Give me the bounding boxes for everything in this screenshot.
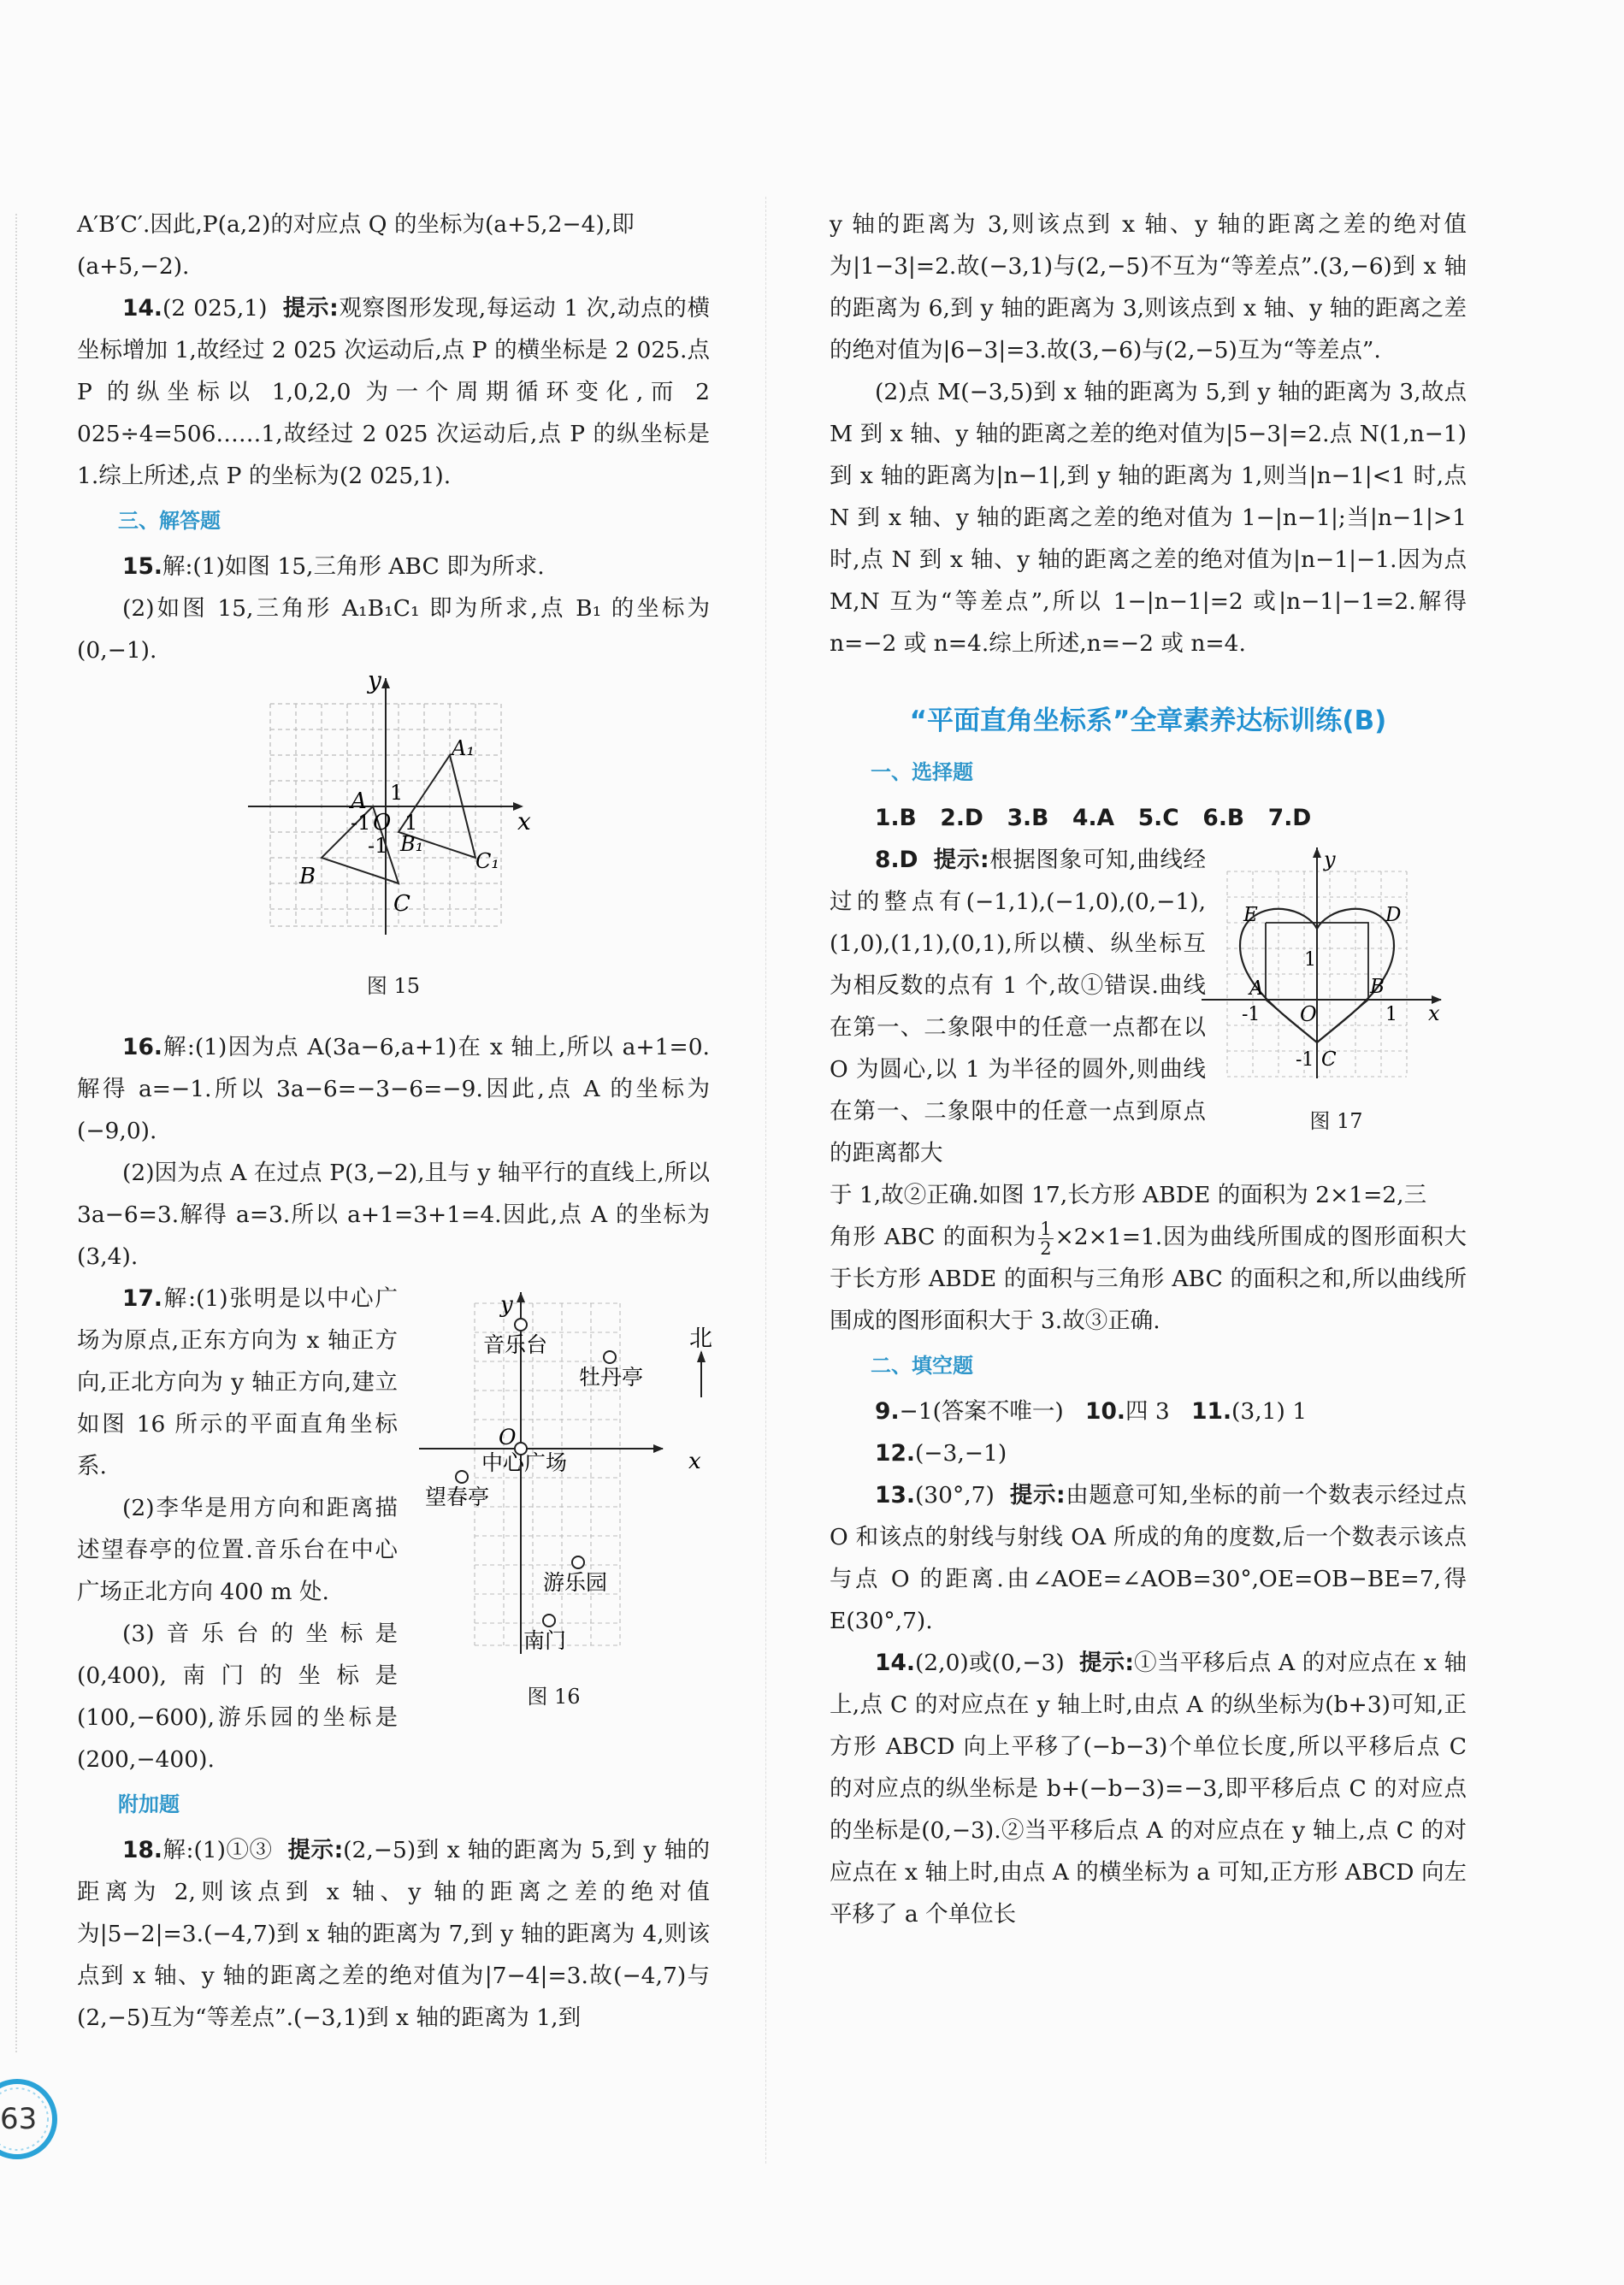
- figure-15: [77, 666, 710, 960]
- answer: 解:(1)①③: [162, 1837, 273, 1863]
- text-paragraph: [830, 1216, 1467, 1342]
- hint-text: 观察图形发现,每运动 1 次,动点的横坐标增加 1,故经过 2 025 次运动后,点 P 的横坐标是 2 025.点 P 的纵坐标以 1,0,2,0 为一个周期循环变化,而 2 025÷4=506……1,故经过 2 025 次运动后,点 P 的纵坐标是 1.综上所述,点 P 的坐标为(2 025,1).: [77, 295, 710, 489]
- denominator: 2: [1040, 1237, 1052, 1259]
- axis-label: x: [688, 1449, 701, 1474]
- fill-answer-12: [830, 1432, 1467, 1474]
- answer: (30°,7): [914, 1482, 995, 1509]
- question-8: [830, 839, 1206, 1174]
- question-number: 13.: [875, 1482, 915, 1509]
- answer: (2,0)或(0,−3): [914, 1650, 1065, 1676]
- tick-label: -1: [1296, 1049, 1314, 1071]
- hint-label: 提示:: [282, 295, 339, 322]
- figure-16: [398, 1278, 710, 1680]
- location-label: 望春亭: [425, 1485, 490, 1509]
- question-number: 16.: [122, 1034, 162, 1060]
- point-label: A: [351, 788, 367, 814]
- numerator: 1: [1040, 1218, 1052, 1239]
- hint-label: 提示:: [1009, 1482, 1066, 1509]
- solution-text: (2)如图 15,三角形 A₁B₁C₁ 即为所求,点 B₁ 的坐标为(0,−1).: [77, 595, 710, 664]
- solution-text: (3)音乐台的坐标是(0,400),南门的坐标是(100,−600),游乐园的坐标是(200,−400).: [77, 1621, 398, 1773]
- question-number: 14.: [122, 295, 162, 322]
- section-heading: 附加题: [118, 1792, 180, 1816]
- left-margin-dots: [15, 214, 17, 2052]
- origin-label: O: [499, 1425, 517, 1450]
- question-number: 15.: [122, 553, 162, 580]
- question-18: [77, 1829, 710, 2039]
- page-number: 63: [0, 2102, 38, 2136]
- text-line: (a+5,−2).: [77, 253, 190, 280]
- point-label: A: [1249, 977, 1264, 1000]
- point-label: B: [299, 864, 316, 889]
- question-16: [77, 1026, 710, 1152]
- left-column: [77, 204, 710, 2039]
- text-span: ×2×1=1.因为曲线所围成的图形面积大于长方形 ABDE 的面积与三角形 ABC 的面积之和,所以曲线所围成的图形面积大于 3.故③正确.: [830, 1224, 1467, 1334]
- location-label: 南门: [523, 1628, 567, 1653]
- hint-label: 提示:: [933, 847, 989, 873]
- answer: (3,1) 1: [1231, 1398, 1308, 1425]
- location-label: 音乐台: [483, 1332, 548, 1357]
- axis-label: y: [368, 666, 381, 694]
- axis-label: y: [500, 1292, 513, 1318]
- choice-answer: 2.D: [940, 805, 983, 831]
- section-heading: 二、填空题: [871, 1354, 973, 1378]
- text-span: 角形 ABC 的面积为: [830, 1224, 1037, 1250]
- text-line: A′B′C′.因此,P(a,2)的对应点 Q 的坐标为(a+5,2−4),即: [77, 211, 635, 238]
- answer: (−3,−1): [914, 1440, 1007, 1467]
- tick-label: 1: [1304, 949, 1316, 971]
- location-label: 中心广场: [481, 1450, 568, 1475]
- question-number: 9.: [875, 1398, 900, 1425]
- solution-text: 解:(1)如图 15,三角形 ABC 即为所求.: [162, 553, 545, 580]
- question-number: 10.: [1085, 1398, 1125, 1425]
- tick-label: -1: [368, 834, 388, 858]
- question-17-block: [77, 1278, 710, 1780]
- figure-caption: 图 15: [366, 974, 421, 998]
- origin-label: O: [1300, 1002, 1317, 1026]
- chapter-title: “平面直角坐标系”全章素养达标训练(B): [909, 706, 1387, 736]
- point-label: B₁: [400, 832, 424, 856]
- answer: −1(答案不唯一): [899, 1398, 1064, 1425]
- column-separator: [765, 197, 766, 2164]
- choice-answer: 5.C: [1137, 805, 1179, 831]
- choice-answer: 3.B: [1007, 805, 1049, 831]
- question-number: 8.D: [875, 847, 918, 873]
- question-15: [77, 546, 710, 587]
- hint-label: 提示:: [287, 1837, 344, 1863]
- origin-label: O: [373, 810, 392, 835]
- location-label: 牡丹亭: [579, 1365, 644, 1390]
- tick-label: 1: [405, 811, 418, 835]
- fraction: [1038, 1219, 1053, 1258]
- point-label: E: [1243, 904, 1258, 926]
- hint-text: (2,−5)到 x 轴的距离为 5,到 y 轴的距离为 2,则该点到 x 轴、y 轴的距离之差的绝对值为|5−2|=3.(−4,7)到 x 轴的距离为 7,到 y 轴的距离为 4,则该点到 x 轴、y 轴的距离之差的绝对值为|7−4|=3.故(−4,7)与(2,−5)互为“等差点”.(−3,1)到 x 轴的距离为 1,到: [77, 1837, 710, 2031]
- figure-caption: 图 17: [1309, 1109, 1363, 1133]
- hint-text: 根据图象可知,曲线经过的整点有(−1,1),(−1,0),(0,−1),(1,0),(1,1),(0,1),所以横、纵坐标互为相反数的点有 1 个,故①错误.曲线在第一、二象限中的任意一点都在以 O 为圆心,以 1 为半径的圆外,则曲线在第一、二象限中的任意一点到原点的距离都大: [830, 847, 1206, 1166]
- figure-17: [1206, 839, 1467, 1095]
- axis-label: x: [517, 807, 531, 835]
- text-paragraph: y 轴的距离为 3,则该点到 x 轴、y 轴的距离之差的绝对值为|1−3|=2.故(−3,1)与(2,−5)不互为“等差点”.(3,−6)到 x 轴的距离为 6,到 y 轴的距离为 3,则该点到 x 轴、y 轴的距离之差的绝对值为|6−3|=3.故(3,−6)与(2,−5)互为“等差点”.: [830, 211, 1467, 363]
- answer: 四 3: [1125, 1398, 1170, 1425]
- point-label: C: [393, 891, 410, 917]
- question-number: 18.: [122, 1837, 162, 1863]
- answer: (2 025,1): [162, 295, 268, 322]
- point-label: D: [1385, 904, 1402, 926]
- direction-label: 北: [689, 1326, 712, 1352]
- point-label: C: [1321, 1048, 1337, 1071]
- question-number: 17.: [122, 1285, 162, 1312]
- text-paragraph: (2)点 M(−3,5)到 x 轴的距离为 5,到 y 轴的距离为 3,故点 M 到 x 轴、y 轴的距离之差的绝对值为|5−3|=2.点 N(1,n−1)到 x 轴的距离为|n−1|,到 y 轴的距离为 1,则当|n−1|<1 时,点 N 到 x 轴、y 轴的距离之差的绝对值为 1−|n−1|;当|n−1|>1 时,点 N 到 x 轴、y 轴的距离之差的绝对值为|n−1|−1.因为点 M,N 互为“等差点”,所以 1−|n−1|=2 或|n−1|−1=2.解得 n=−2 或 n=4.综上所述,n=−2 或 n=4.: [830, 379, 1467, 657]
- question-17: [77, 1278, 398, 1487]
- fill-answers: [830, 1390, 1467, 1432]
- point-label: B: [1370, 976, 1385, 998]
- question-8-block: [830, 839, 1467, 1174]
- question-14: [77, 287, 710, 497]
- point-label: A₁: [452, 736, 475, 760]
- question-13: [830, 1474, 1467, 1642]
- point-label: C₁: [475, 849, 499, 873]
- right-column: [830, 204, 1467, 1935]
- solution-text: (2)李华是用方向和距离描述望春亭的位置.音乐台在中心广场正北方向 400 m 处.: [77, 1495, 398, 1605]
- question-number: 11.: [1191, 1398, 1232, 1425]
- section-heading: 一、选择题: [871, 760, 973, 784]
- tick-label: 1: [390, 781, 404, 805]
- question-number: 12.: [875, 1440, 915, 1467]
- question-number: 14.: [875, 1650, 915, 1676]
- hint-text: 由题意可知,坐标的前一个数表示经过点 O 和该点的射线与射线 OA 所成的角的度数,后一个数表示该点与点 O 的距离.由∠AOE=∠AOB=30°,OE=OB−BE=7,得 E(30°,7).: [830, 1482, 1467, 1634]
- hint-text: ①当平移后点 A 的对应点在 x 轴上,点 C 的对应点在 y 轴上时,由点 A 的纵坐标为(b+3)可知,正方形 ABCD 向上平移了(−b−3)个单位长度,所以平移后点 C 的对应点的纵坐标是 b+(−b−3)=−3,即平移后点 C 的对应点的坐标是(0,−3).②当平移后点 A 的对应点在 y 轴上,点 C 的对应点在 x 轴上时,由点 A 的横坐标为 a 可知,正方形 ABCD 向左平移了 a 个单位长: [830, 1650, 1467, 1928]
- solution-text: 解:(1)因为点 A(3a−6,a+1)在 x 轴上,所以 a+1=0.解得 a=−1.所以 3a−6=−3−6=−9.因此,点 A 的坐标为(−9,0).: [77, 1034, 710, 1144]
- axis-label: x: [1428, 1001, 1440, 1025]
- axis-label: y: [1324, 847, 1336, 871]
- choice-answers: [830, 797, 1467, 839]
- choice-answer: 6.B: [1202, 805, 1245, 831]
- choice-answer: 7.D: [1267, 805, 1312, 831]
- question-14: [830, 1642, 1467, 1935]
- hint-label: 提示:: [1078, 1650, 1134, 1676]
- figure-caption: 图 16: [527, 1685, 581, 1709]
- choice-answer: 4.A: [1072, 805, 1115, 831]
- tick-label: -1: [1242, 1004, 1261, 1025]
- choice-answer: 1.B: [875, 805, 917, 831]
- location-label: 游乐园: [543, 1570, 608, 1595]
- tick-label: 1: [1385, 1004, 1397, 1025]
- tick-label: -1: [351, 811, 371, 835]
- section-heading: 三、解答题: [118, 509, 221, 533]
- solution-text: (2)因为点 A 在过点 P(3,−2),且与 y 轴平行的直线上,所以 3a−6=3.解得 a=3.所以 a+1=3+1=4.因此,点 A 的坐标为(3,4).: [77, 1160, 710, 1270]
- solution-text: 解:(1)张明是以中心广场为原点,正东方向为 x 轴正方向,正北方向为 y 轴正方向,建立如图 16 所示的平面直角坐标系.: [77, 1285, 398, 1479]
- text-line: 于 1,故②正确.如图 17,长方形 ABDE 的面积为 2×1=2,三: [830, 1182, 1427, 1208]
